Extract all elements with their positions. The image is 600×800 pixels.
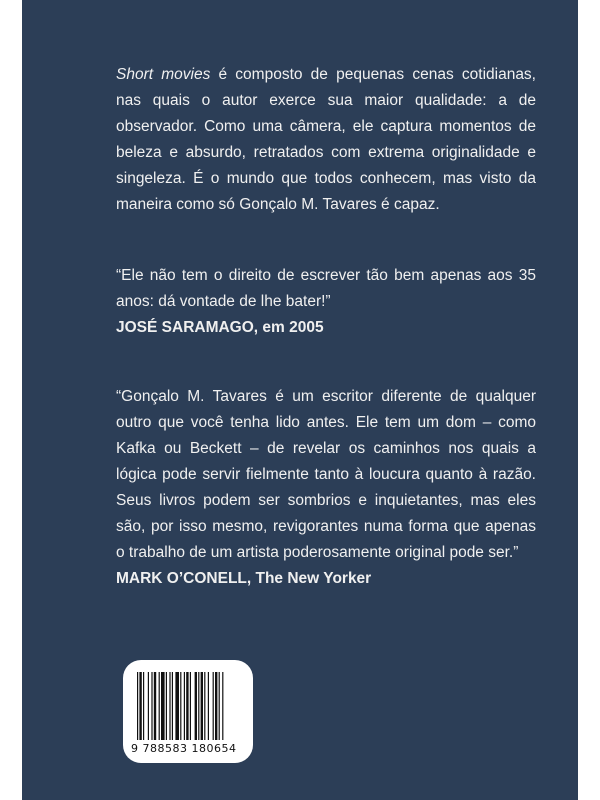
barcode-bar (195, 672, 197, 740)
barcode-bar (204, 672, 205, 740)
barcode-bar (161, 672, 165, 740)
barcode-bar (175, 672, 179, 740)
quote-block-new-yorker (116, 384, 536, 592)
isbn-number: 9 788583 180654 (131, 742, 237, 755)
back-cover (22, 0, 578, 800)
barcode-bar (180, 672, 181, 740)
barcode-bar (201, 672, 203, 740)
barcode-bar (208, 672, 209, 740)
barcode-bar (139, 672, 141, 740)
barcode-bar (215, 672, 217, 740)
isbn-barcode (123, 660, 253, 763)
barcode-bar (222, 672, 223, 740)
quote-text: “Gonçalo M. Tavares é um escritor diferente de qualquer outro que você tenha lido antes. Ele tem um dom – como Kafka ou Beckett – de revelar os caminhos nos quais a lógica pode servir fielmente tanto à loucura quanto à razão. Seus livros podem ser sombrios e inquietantes, mas eles são, por isso mesmo, revigorantes numa forma que apenas o trabalho de um artista poderosamente original pode ser.” (116, 388, 536, 561)
barcode-bar (143, 672, 144, 740)
barcode-bar (186, 672, 188, 740)
quote-author: JOSÉ SARAMAGO, em 2005 (116, 319, 324, 336)
book-title: Short movies (116, 66, 211, 83)
quote-block-saramago (116, 263, 536, 341)
barcode-bar (213, 672, 214, 740)
barcode-bar (169, 672, 170, 740)
barcode-bar (151, 672, 152, 740)
barcode-bar (159, 672, 160, 740)
barcode-bar (219, 672, 220, 740)
barcode-bar (190, 672, 191, 740)
barcode-bar (172, 672, 173, 740)
barcode-bar (148, 672, 149, 740)
synopsis-text: é composto de pequenas cenas cotidianas, nas quais o autor exerce sua maior qualidade: a de observador. Como uma câmera, ele captura momentos de beleza e absurdo, retratados com extrema originalidade e singeleza. É o mundo que todos conhecem, mas visto da maneira como só Gonçalo M. Tavares é capaz. (116, 66, 536, 213)
barcode-bar (154, 672, 156, 740)
barcode-bar (166, 672, 167, 740)
quote-text: “Ele não tem o direito de escrever tão bem apenas aos 35 anos: dá vontade de lhe bater!” (116, 267, 536, 310)
quote-author: MARK O’CONELL, The New Yorker (116, 570, 372, 587)
synopsis-paragraph (116, 62, 536, 218)
barcode-bar (184, 672, 185, 740)
barcode-bar (137, 672, 138, 740)
barcode-bar (198, 672, 199, 740)
